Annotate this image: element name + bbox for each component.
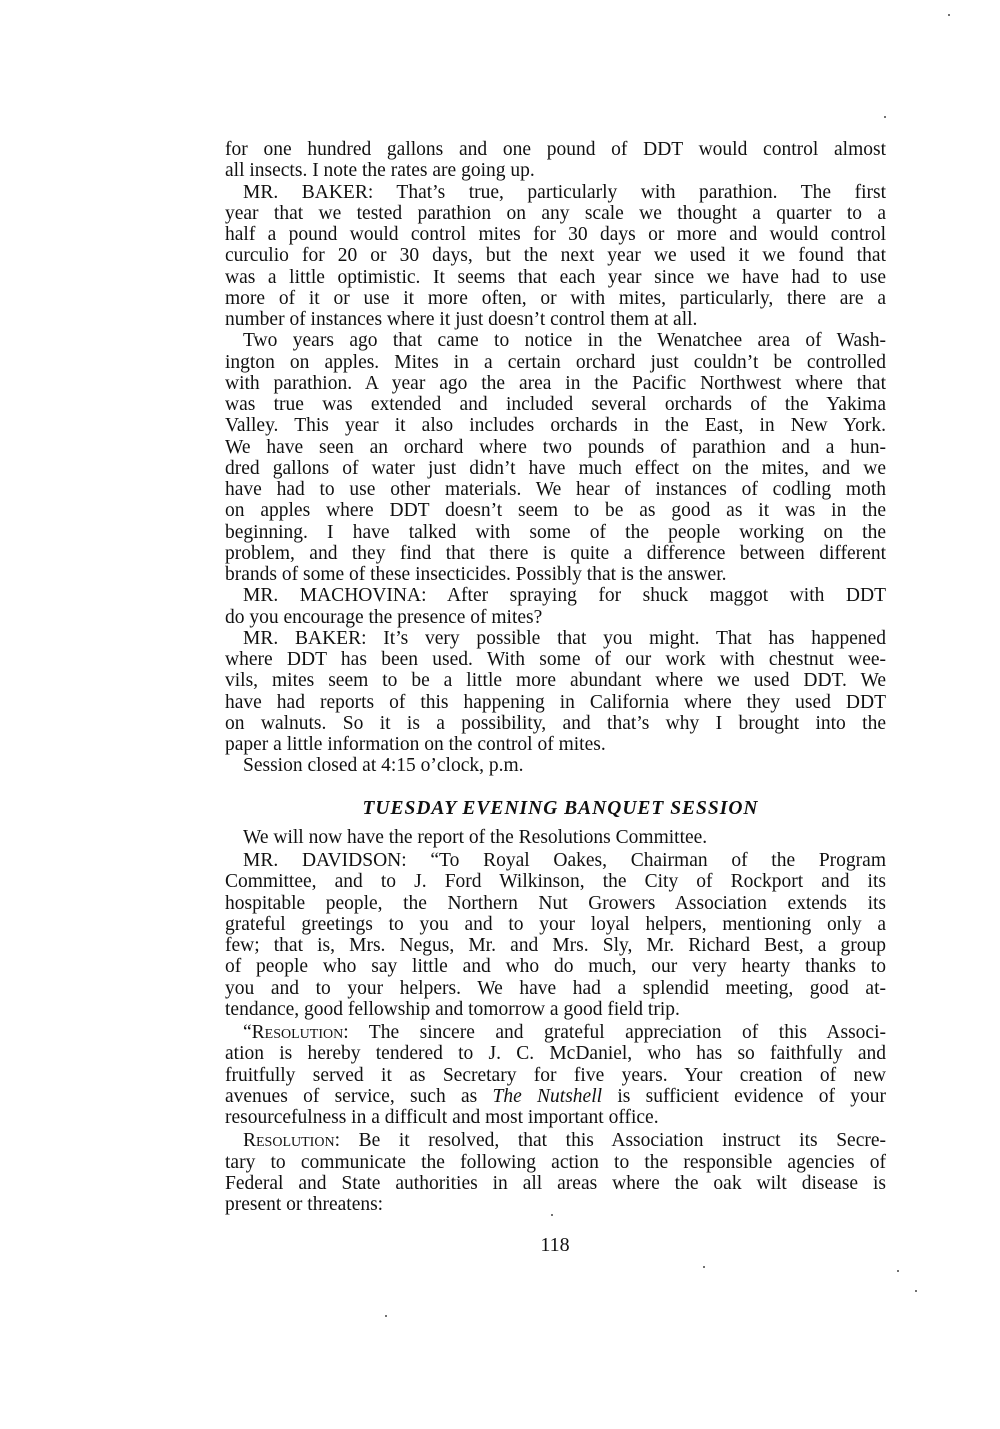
- text-line: where DDT has been used. With some of our work with chestnut wee-: [225, 649, 886, 670]
- paragraph: [225, 1022, 886, 1128]
- text-line: for one hundred gallons and one pound of DDT would control almost: [225, 139, 886, 160]
- scan-speck: [385, 1315, 387, 1317]
- text-line: problem, and they find that there is quite a difference between different: [225, 542, 886, 564]
- text-line: few; that is, Mrs. Negus, Mr. and Mrs. Sly, Mr. Richard Best, a group: [225, 935, 886, 956]
- text-line: was true was extended and included several orchards of the Yakima: [225, 394, 886, 415]
- text-line: MR. MACHOVINA: After spraying for shuck maggot with DDT: [243, 585, 886, 607]
- text-line: Federal and State authorities in all areas where the oak wilt disease is: [225, 1172, 886, 1194]
- text-line: have had reports of this happening in California where they used DDT: [225, 691, 886, 713]
- text-line: tendance, good fellowship and tomorrow a good field trip.: [225, 998, 680, 1020]
- text-line: Two years ago that came to notice in the Wenatchee area of Wash-: [243, 330, 886, 352]
- text-line: [225, 1022, 886, 1043]
- paragraph: [225, 139, 886, 182]
- paragraph: [225, 628, 886, 756]
- text-line: paper a little information on the control of mites.: [225, 734, 606, 755]
- text-line: tary to communicate the following action to the responsible agencies of: [225, 1151, 886, 1173]
- text-line: beginning. I have talked with some of the people working on the: [225, 521, 886, 543]
- text-segment: : Be it resolved, that this Association instruct its Secre-: [334, 1130, 886, 1152]
- text-line: number of instances where it just doesn’t control them at all.: [225, 309, 698, 330]
- text-line: ington on apples. Mites in a certain orchard just couldn’t be controlled: [225, 351, 886, 373]
- text-line: MR. DAVIDSON: “To Royal Oakes, Chairman of the Program: [243, 850, 886, 871]
- page-number: 118: [540, 1234, 570, 1256]
- text-line: with parathion. A year ago the area in the Pacific Northwest where that: [225, 372, 886, 394]
- text-line: MR. BAKER: That’s true, particularly with parathion. The first: [243, 181, 886, 203]
- text-line: Committee, and to J. Ford Wilkinson, the City of Rockport and its: [225, 871, 886, 893]
- text-line: We have seen an orchard where two pounds of parathion and a hun-: [225, 436, 886, 458]
- text-line: have had to use other materials. We hear of instances of codling moth: [225, 479, 886, 500]
- paragraph: [225, 827, 886, 848]
- italic-title: The Nutshell: [492, 1085, 603, 1107]
- section-heading: TUESDAY EVENING BANQUET SESSION: [362, 797, 759, 819]
- text-line: hospitable people, the Northern Nut Growers Association extends its: [225, 892, 886, 914]
- text-line: resourcefulness in a difficult and most important office.: [225, 1107, 659, 1128]
- text-segment: “: [243, 1022, 252, 1043]
- text-line: ation is hereby tendered to J. C. McDaniel, who has so faithfully and: [225, 1043, 886, 1065]
- text-line: was a little optimistic. It seems that each year since we have had to use: [225, 266, 886, 288]
- text-line: present or threatens:: [225, 1194, 384, 1215]
- scan-speck: [703, 1266, 705, 1268]
- paragraph: [225, 182, 886, 331]
- scan-speck: [551, 1214, 553, 1216]
- text-segment: avenues of service, such as: [225, 1085, 493, 1107]
- text-line: curculio for 20 or 30 days, but the next year we used it we found that: [225, 245, 886, 267]
- text-line: on apples where DDT doesn’t seem to be as good as it was in the: [225, 500, 886, 522]
- text-line: all insects. I note the rates are going up.: [225, 160, 535, 182]
- small-caps-term: Resolution: [243, 1130, 335, 1152]
- paragraph: [225, 755, 886, 776]
- text-line: dred gallons of water just didn’t have much effect on the mites, and we: [225, 457, 886, 479]
- text-line: [225, 1086, 886, 1107]
- text-line: you and to your helpers. We have had a splendid meeting, good at-: [225, 977, 886, 999]
- section-afternoon-discussion: [225, 139, 886, 777]
- text-line: We will now have the report of the Resolutions Committee.: [243, 826, 708, 848]
- text-line: year that we tested parathion on any scale we thought a quarter to a: [225, 202, 886, 224]
- scan-speck: [948, 14, 950, 16]
- small-caps-term: Resolution: [251, 1022, 344, 1043]
- scan-speck: [897, 1270, 899, 1272]
- scan-speck: [915, 1290, 917, 1292]
- text-line: more of it or use it more often, or with mites, particularly, there are a: [225, 287, 886, 309]
- text-line: fruitfully served it as Secretary for five years. Your creation of new: [225, 1064, 886, 1086]
- text-line: Valley. This year it also includes orchards in the East, in New York.: [225, 415, 886, 437]
- paragraph: [225, 1130, 886, 1215]
- text-line: vils, mites seem to be a little more abundant where we used DDT. We: [225, 670, 886, 692]
- text-line: grateful greetings to you and to your loyal helpers, mentioning only a: [225, 913, 886, 935]
- text-line: half a pound would control mites for 30 days or more and would control: [225, 224, 886, 245]
- scan-speck: [884, 116, 886, 118]
- text-line: MR. BAKER: It’s very possible that you might. That has happened: [243, 627, 886, 649]
- text-line: [225, 1130, 886, 1151]
- paragraph: [225, 850, 886, 1020]
- page-body: [225, 139, 886, 1215]
- paragraph: [225, 585, 886, 628]
- text-line: Session closed at 4:15 o’clock, p.m.: [243, 755, 524, 777]
- text-segment: is sufficient evidence of your: [602, 1085, 886, 1107]
- text-segment: : The sincere and grateful appreciation of this Associ-: [343, 1022, 886, 1043]
- text-line: brands of some of these insecticides. Possibly that is the answer.: [225, 564, 727, 585]
- text-line: do you encourage the presence of mites?: [225, 606, 543, 628]
- section-banquet: [225, 827, 886, 1216]
- text-line: of people who say little and who do much, our very hearty thanks to: [225, 956, 886, 978]
- paragraph: [225, 330, 886, 585]
- text-line: on walnuts. So it is a possibility, and that’s why I brought into the: [225, 712, 886, 734]
